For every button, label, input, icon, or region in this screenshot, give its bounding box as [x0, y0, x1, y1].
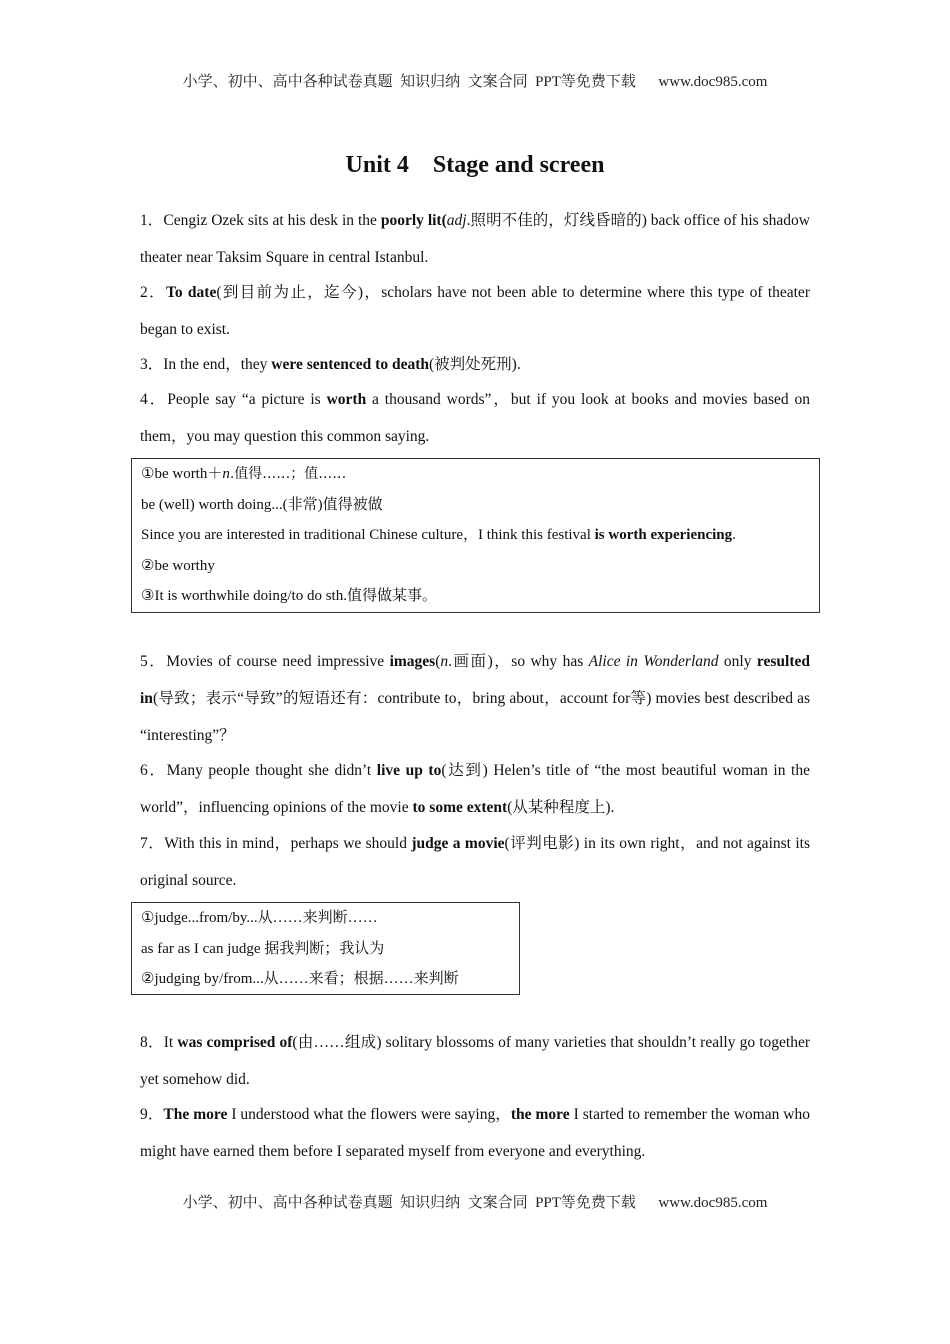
note-box-worth	[131, 458, 820, 613]
note-line: ③It is worthwhile doing/to do sth.值得做某事。	[141, 588, 437, 604]
note-line: ①be worth＋n.值得……；值……	[141, 466, 347, 482]
list-item: 8．It was comprised of(由……组成) solitary blossoms of many varieties that shouldn’t really go together yet somehow did.	[140, 1034, 810, 1088]
list-item: 4．People say “a picture is worth a thousand words”，but if you look at books and movies based on them，you may question this common saying.	[140, 391, 810, 445]
note-line: ②be worthy	[141, 557, 215, 574]
page-footer: 小学、初中、高中各种试卷真题 知识归纳 文案合同 PPT等免费下载 www.doc985.com	[182, 1195, 768, 1211]
list-item: 7．With this in mind，perhaps we should judge a movie(评判电影) in its own right，and not against its original source.	[140, 835, 810, 889]
note-line: be (well) worth doing...(非常)值得被做	[141, 496, 383, 513]
list-item: 5．Movies of course need impressive images(n.画面)，so why has Alice in Wonderland only resulted in(导致；表示“导致”的短语还有：contribute to，bring about，account for等) movies best described as “interesting”？	[140, 653, 810, 744]
page-title: Unit 4 Stage and screen	[345, 152, 605, 178]
list-item: 1．Cengiz Ozek sits at his desk in the poorly lit(adj.照明不佳的，灯线昏暗的) back office of his shadow theater near Taksim Square in central Istanbul.	[140, 212, 811, 266]
note-line: as far as I can judge 据我判断；我认为	[141, 940, 385, 957]
note-line: ②judging by/from...从……来看；根据……来判断	[141, 971, 459, 987]
list-item: 2．To date(到目前为止，迄今)，scholars have not been able to determine where this type of theater began to exist.	[140, 284, 810, 338]
list-item: 6．Many people thought she didn’t live up to(达到) Helen’s title of “the most beautiful woman in the world”，influencing opinions of the movie to some extent(从某种程度上).	[140, 762, 810, 816]
page-header: 小学、初中、高中各种试卷真题 知识归纳 文案合同 PPT等免费下载 www.doc985.com	[182, 74, 768, 90]
note-line: ①judge...from/by...从……来判断……	[141, 910, 378, 926]
list-item: 9．The more I understood what the flowers were saying，the more I started to remember the woman who might have earned them before I separated myself from everyone and everything.	[140, 1106, 810, 1160]
list-item: 3．In the end，they were sentenced to death(被判处死刑).	[140, 356, 521, 373]
note-box-judge	[131, 902, 520, 995]
note-line: Since you are interested in traditional Chinese culture，I think this festival is worth experiencing.	[141, 527, 736, 543]
